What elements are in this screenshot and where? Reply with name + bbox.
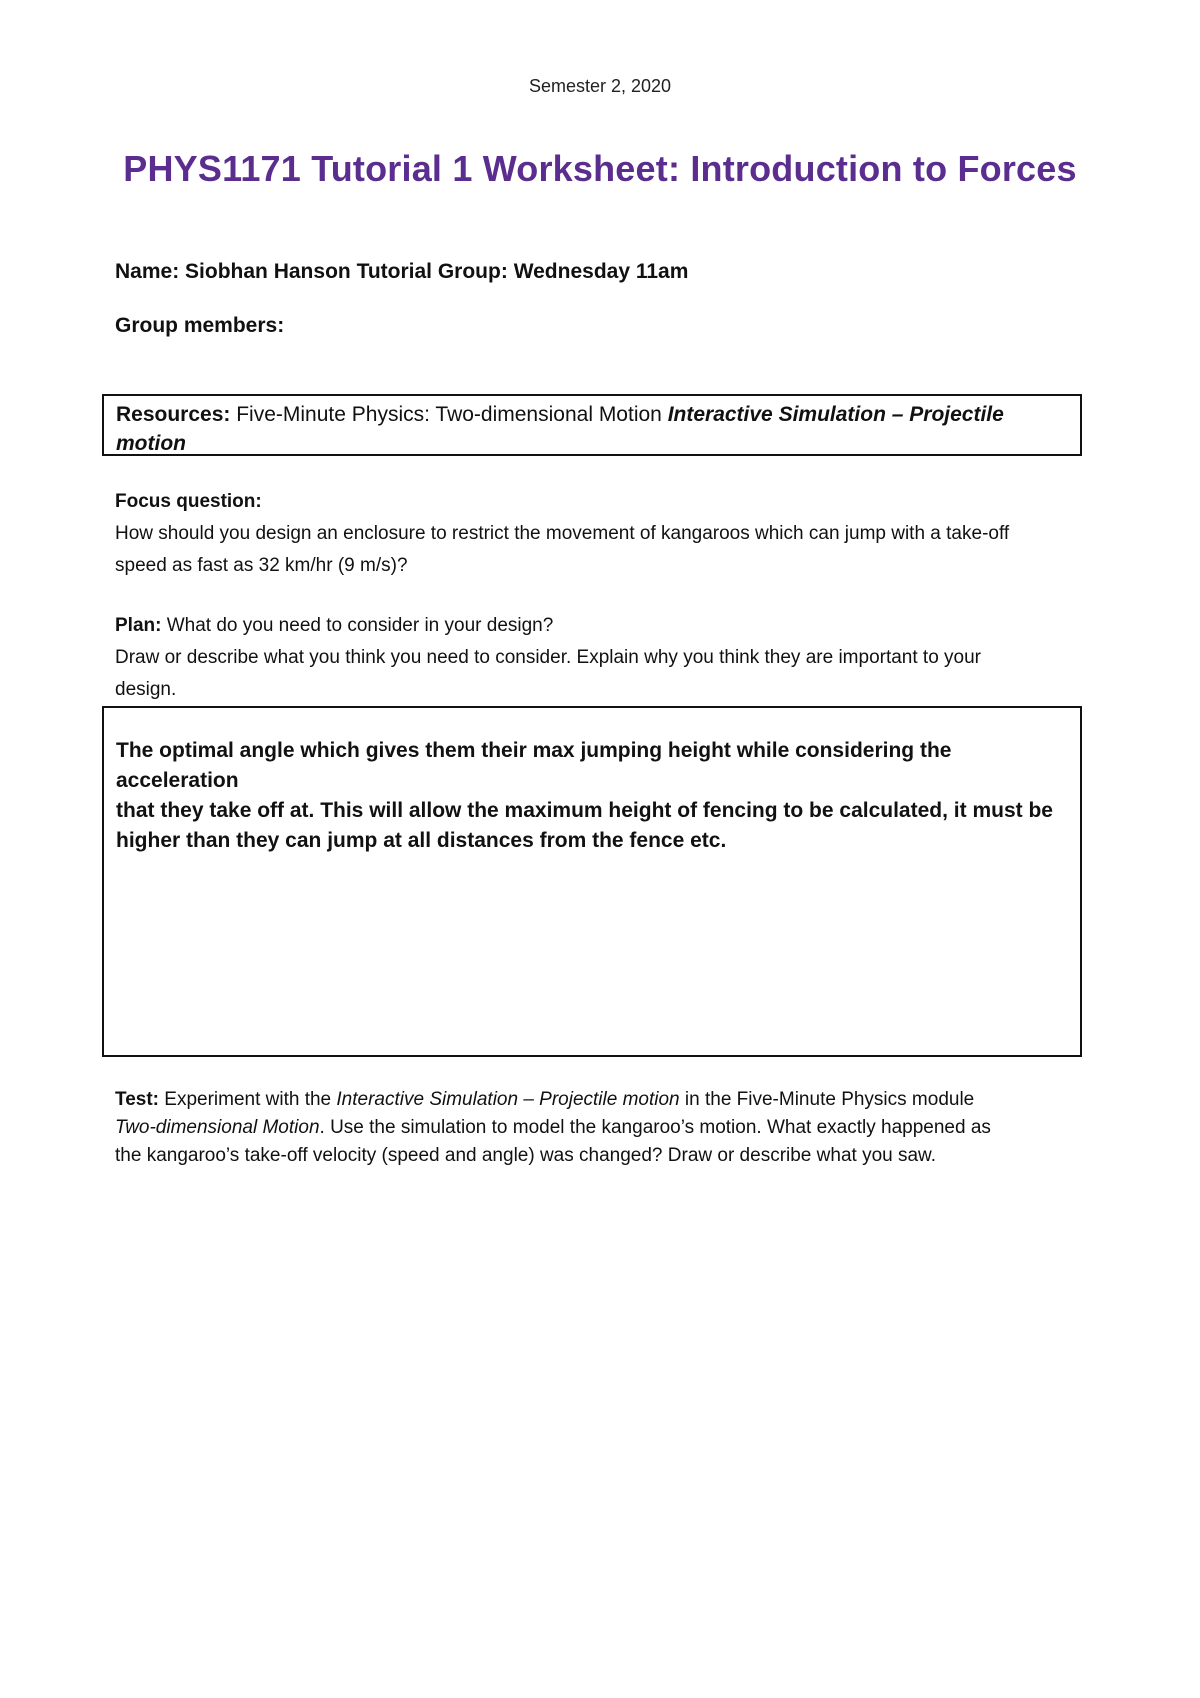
- test-line1-a: Experiment with the: [164, 1089, 332, 1110]
- name-label: Name:: [115, 260, 180, 283]
- answer-line3: higher than they can jump at all distances from the fence etc.: [116, 829, 727, 852]
- plan-line3: design.: [115, 679, 177, 700]
- test-line3: the kangaroo’s take-off velocity (speed and angle) was changed? Draw or describe what you saw.: [115, 1145, 936, 1166]
- group-members-line: [115, 312, 284, 340]
- test-line2: [115, 1114, 1095, 1142]
- plan-label: Plan:: [115, 615, 162, 636]
- focus-question-line1: How should you design an enclosure to restrict the movement of kangaroos which can jump with a take-off: [115, 523, 1010, 544]
- test-line1-b: in the Five-Minute Physics module: [684, 1089, 975, 1110]
- resources-label: Resources:: [116, 403, 231, 426]
- student-details-line: [115, 258, 688, 286]
- tutorial-group-value: Wednesday 11am: [513, 260, 689, 283]
- plan-answer-box[interactable]: [102, 706, 1082, 1057]
- plan-section: [115, 612, 981, 704]
- test-line2-italic: Two-dimensional Motion: [115, 1117, 320, 1138]
- test-section: [115, 1086, 1095, 1170]
- name-value: Siobhan Hanson: [185, 260, 351, 283]
- test-line1-italic: Interactive Simulation – Projectile motion: [336, 1089, 680, 1110]
- answer-line2: that they take off at. This will allow the maximum height of fencing to be calculated, it must be: [116, 799, 1053, 822]
- resources-italic-line1: Interactive Simulation – Projectile: [667, 403, 1004, 426]
- page-title: PHYS1171 Tutorial 1 Worksheet: Introduction to Forces: [123, 148, 1077, 189]
- plan-question: What do you need to consider in your design?: [166, 615, 554, 636]
- resources-line2: [116, 430, 1068, 458]
- focus-question-line2: speed as fast as 32 km/hr (9 m/s)?: [115, 555, 408, 576]
- resources-box: [102, 394, 1082, 456]
- focus-question-section: [115, 488, 1009, 580]
- resources-line1: [116, 400, 1068, 430]
- page-header: Semester 2, 2020: [528, 76, 672, 96]
- test-line1: [115, 1086, 1095, 1114]
- group-members-label: Group members:: [115, 314, 285, 337]
- focus-question-label: Focus question:: [115, 491, 262, 512]
- tutorial-group-label: Tutorial Group:: [356, 260, 508, 283]
- resources-text: Five-Minute Physics: Two-dimensional Motion: [236, 403, 662, 426]
- answer-line1: The optimal angle which gives them their max jumping height while considering the acceleration: [116, 739, 952, 792]
- resources-italic-line2: motion: [116, 432, 186, 455]
- test-label: Test:: [115, 1089, 159, 1110]
- test-line2-b: . Use the simulation to model the kangaroo’s motion. What exactly happened as: [319, 1117, 991, 1138]
- plan-line2: Draw or describe what you think you need to consider. Explain why you think they are important to your: [115, 647, 982, 668]
